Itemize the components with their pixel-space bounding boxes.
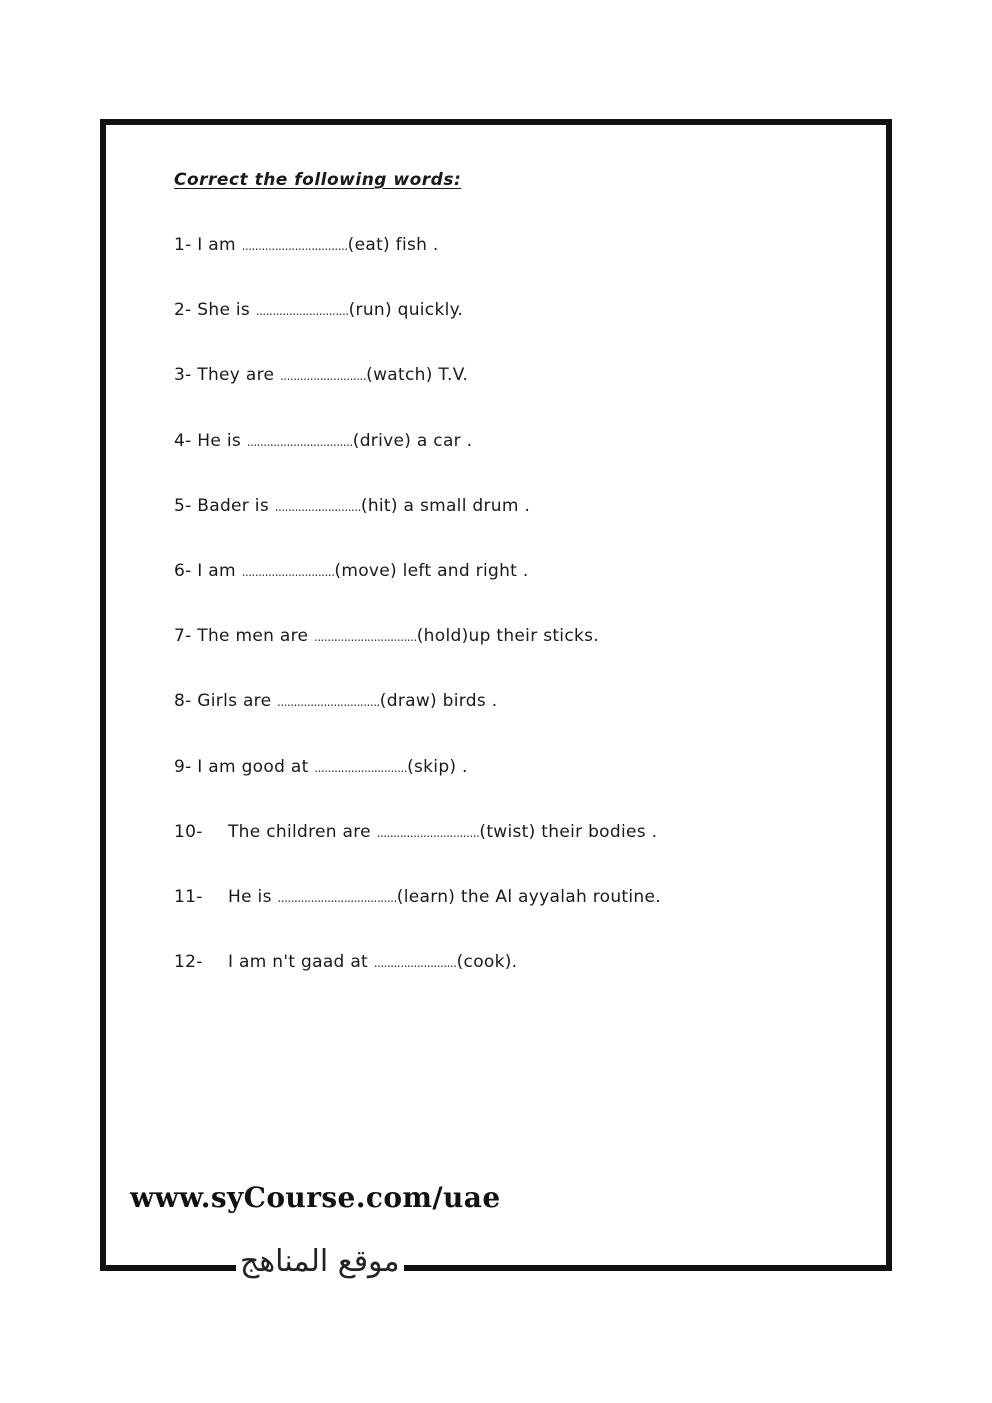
exercise-item bbox=[174, 232, 661, 297]
item-text-before: I am bbox=[197, 235, 242, 255]
item-number: 8- bbox=[174, 691, 192, 712]
exercise-item bbox=[174, 297, 661, 362]
item-text-after: (learn) the Al ayyalah routine. bbox=[396, 886, 661, 907]
exercise-item bbox=[174, 819, 661, 884]
answer-blank: ............................... bbox=[376, 825, 480, 840]
answer-blank: ............................ bbox=[241, 564, 335, 579]
answer-blank: ............................... bbox=[314, 630, 417, 645]
answer-blank: ......................... bbox=[373, 956, 457, 971]
exercise-item bbox=[174, 362, 661, 427]
exercise-list bbox=[174, 232, 661, 1014]
item-text-before: They are bbox=[197, 365, 280, 386]
item-text-before: He is bbox=[228, 886, 278, 907]
item-text-before: Girls are bbox=[197, 691, 278, 712]
footer-arabic-watermark: موقع المناهج bbox=[236, 1244, 404, 1279]
item-number: 3- bbox=[174, 365, 192, 386]
exercise-item bbox=[174, 623, 661, 688]
item-text-after: (skip) . bbox=[407, 756, 468, 777]
item-number: 5- bbox=[174, 495, 192, 516]
answer-blank: .......................... bbox=[274, 499, 361, 514]
exercise-item bbox=[174, 754, 661, 819]
answer-blank: .................................... bbox=[277, 890, 397, 905]
item-text-before: I am bbox=[197, 560, 242, 581]
item-text-after: (run) quickly. bbox=[348, 300, 464, 321]
item-text-after: (drive) a car . bbox=[352, 430, 473, 451]
item-number: 4- bbox=[174, 430, 192, 451]
exercise-item bbox=[174, 493, 661, 558]
item-text-before: She is bbox=[197, 300, 256, 321]
item-text-before: I am n't gaad at bbox=[228, 952, 374, 973]
item-text-before: Bader is bbox=[197, 495, 275, 516]
footer-url-watermark: www.syCourse.com/uae bbox=[130, 1181, 501, 1214]
item-text-after: (cook). bbox=[456, 952, 518, 973]
item-number: 6- bbox=[174, 560, 192, 581]
answer-blank: ............................... bbox=[277, 695, 380, 710]
item-number: 11- bbox=[174, 886, 203, 907]
exercise-item bbox=[174, 949, 661, 1014]
worksheet-title: Correct the following words: bbox=[174, 170, 462, 190]
item-text-after: (twist) their bodies . bbox=[479, 821, 658, 842]
answer-blank: ............................ bbox=[314, 760, 408, 775]
item-text-before: I am good at bbox=[197, 756, 315, 777]
item-number: 7- bbox=[174, 626, 192, 647]
exercise-item bbox=[174, 688, 661, 753]
answer-blank: ................................ bbox=[241, 239, 348, 253]
item-text-before: He is bbox=[197, 430, 247, 451]
item-text-before: The children are bbox=[228, 821, 377, 842]
item-number: 2- bbox=[174, 300, 192, 321]
exercise-item bbox=[174, 884, 661, 949]
item-number: 10- bbox=[174, 821, 203, 842]
answer-blank: ................................ bbox=[246, 434, 353, 449]
item-text-after: (move) left and right . bbox=[334, 560, 529, 581]
item-text-after: (hold)up their sticks. bbox=[416, 626, 599, 647]
item-text-after: (draw) birds . bbox=[379, 691, 498, 712]
item-number: 9- bbox=[174, 756, 192, 777]
answer-blank: .......................... bbox=[279, 369, 367, 384]
answer-blank: ............................ bbox=[255, 304, 349, 319]
item-number: 12- bbox=[174, 952, 203, 973]
item-text-after: (eat) fish . bbox=[347, 235, 439, 255]
item-text-after: (hit) a small drum . bbox=[360, 495, 531, 516]
item-number: 1- bbox=[174, 235, 192, 255]
item-text-after: (watch) T.V. bbox=[366, 365, 469, 386]
item-text-before: The men are bbox=[197, 626, 314, 647]
exercise-item bbox=[174, 558, 661, 623]
exercise-item bbox=[174, 428, 661, 493]
